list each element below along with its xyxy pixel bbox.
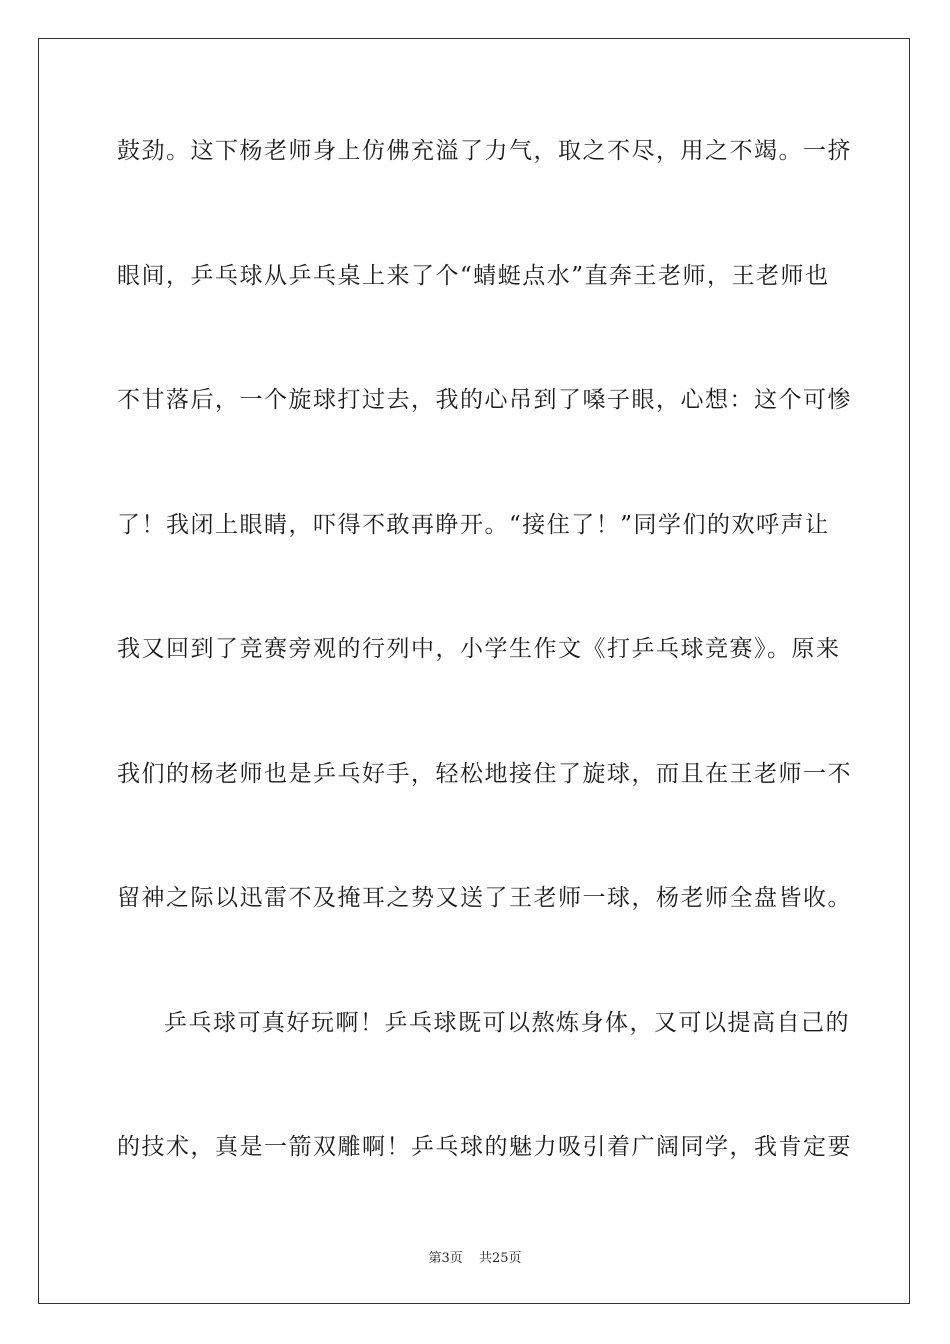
paragraph-line: 眼间，乒乓球从乒乓桌上来了个“蜻蜓点水”直奔王老师，王老师也: [117, 263, 830, 289]
paragraph-line: 了！我闭上眼睛，吓得不敢再睁开。“接住了！”同学们的欢呼声让: [117, 512, 830, 538]
page-border: [38, 38, 910, 1304]
page-number: 第3页: [428, 1251, 463, 1266]
paragraph-line: 的技术，真是一箭双雕啊！乒乓球的魅力吸引着广阔同学，我肯定要: [117, 1134, 852, 1160]
paragraph-line: 留神之际以迅雷不及掩耳之势又送了王老师一球，杨老师全盘皆收。: [117, 885, 852, 911]
page-footer: [0, 1247, 950, 1266]
page-total: 共25页: [478, 1251, 522, 1266]
paragraph-line: 我又回到了竞赛旁观的行列中，小学生作文《打乒乓球竞赛》。原来: [117, 636, 841, 662]
paragraph-line: 我们的杨老师也是乒乓好手，轻松地接住了旋球，而且在王老师一不: [117, 761, 852, 787]
paragraph-line: 不甘落后，一个旋球打过去，我的心吊到了嗓子眼，心想：这个可惨: [117, 387, 852, 413]
paragraph-line: 鼓劲。这下杨老师身上仿佛充溢了力气，取之不尽，用之不竭。一挤: [117, 138, 852, 164]
paragraph-line-indented: 乒乓球可真好玩啊！乒乓球既可以熬炼身体，又可以提高自己的: [164, 1010, 850, 1036]
